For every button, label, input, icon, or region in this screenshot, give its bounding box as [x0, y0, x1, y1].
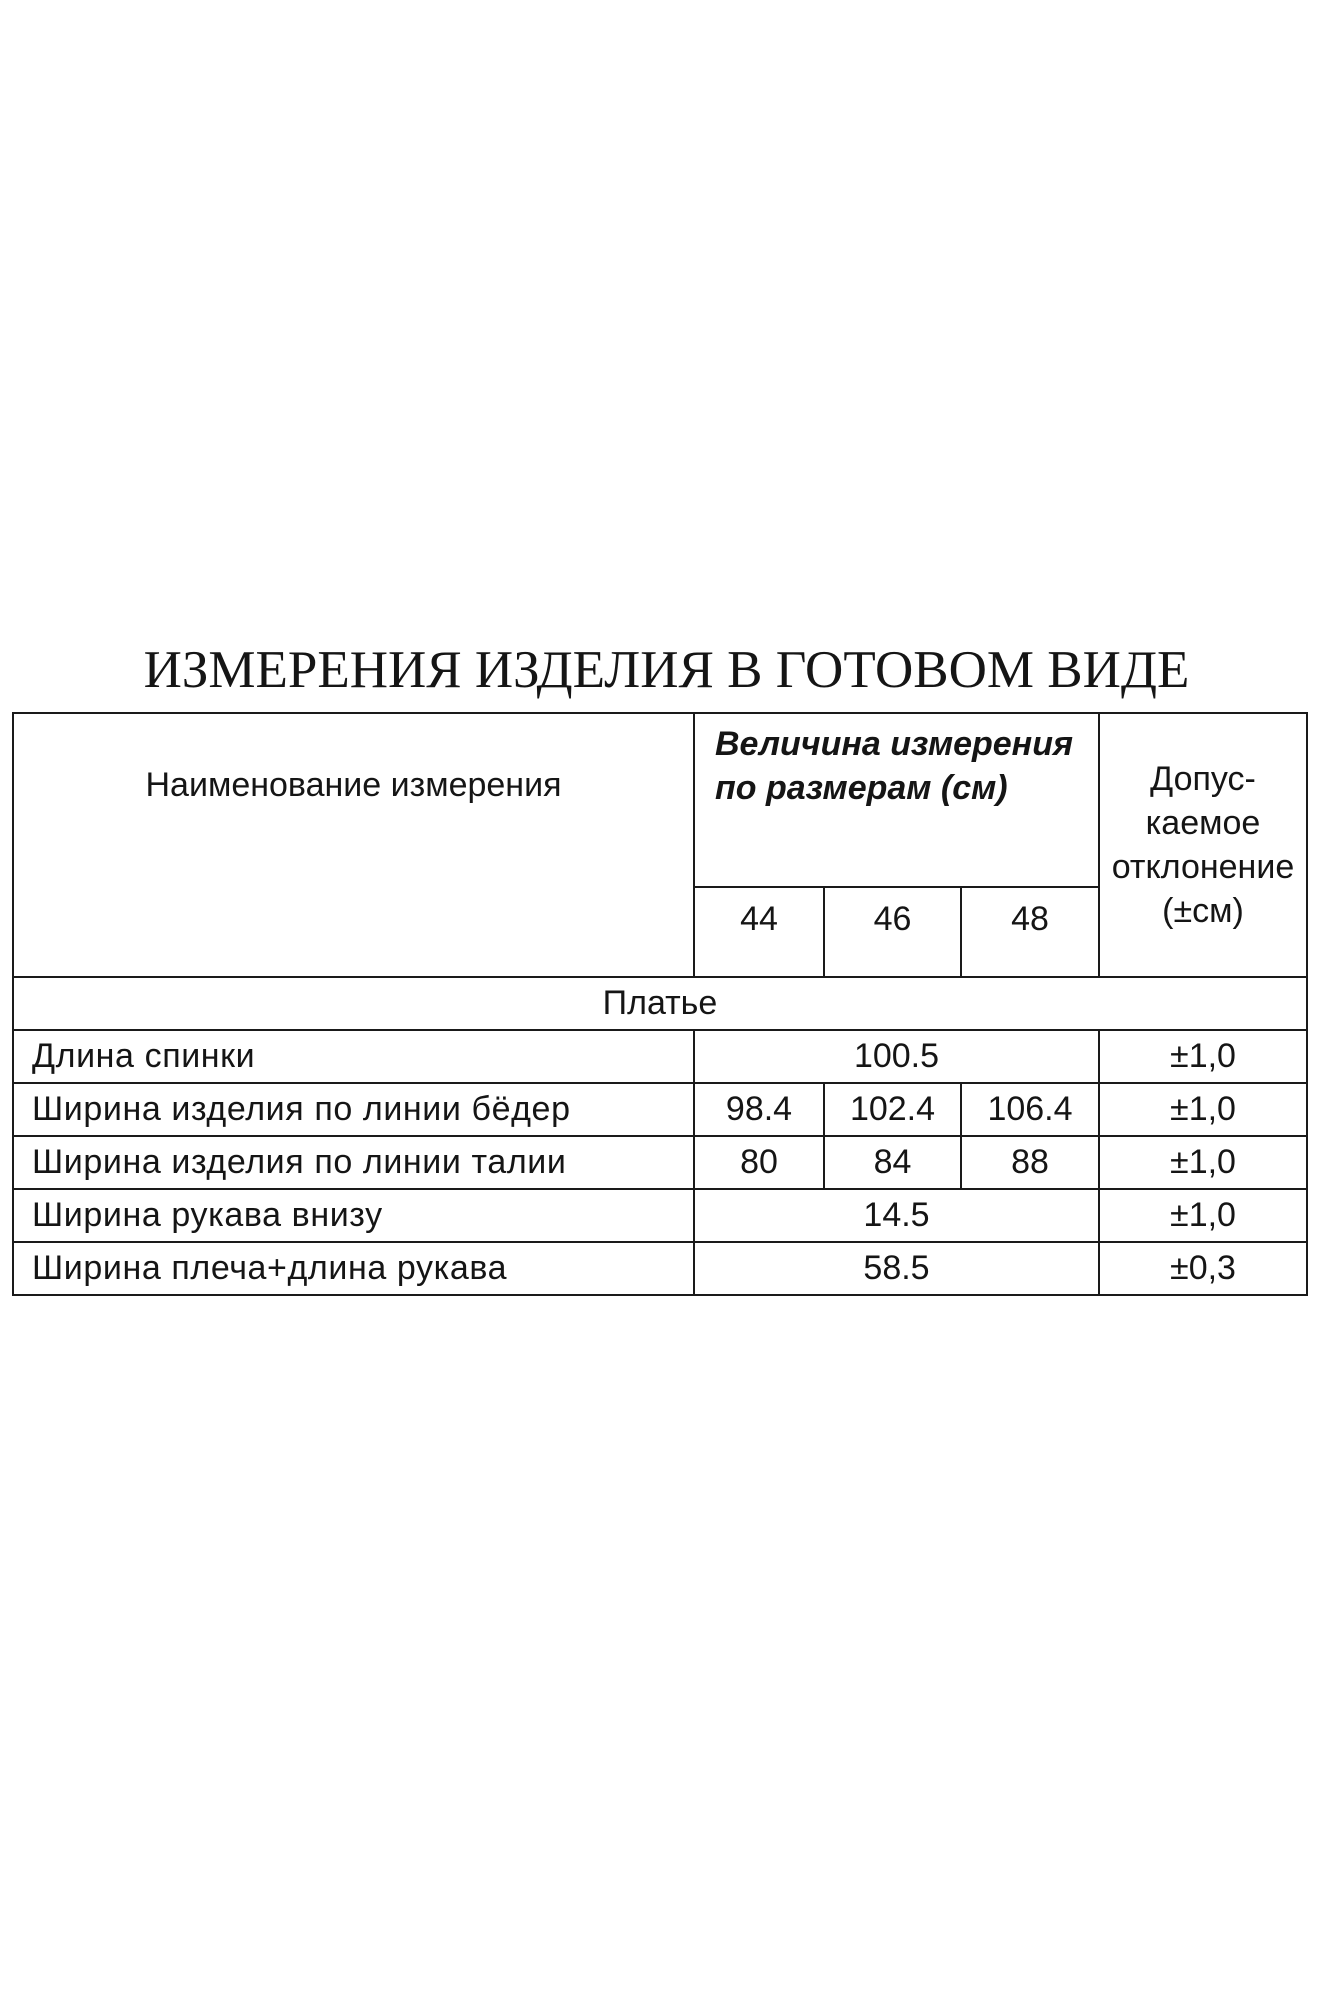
measurement-tolerance: ±1,0	[1099, 1136, 1307, 1189]
measurement-name: Ширина плеча+длина рукава	[13, 1242, 694, 1295]
size-group-label-line2: по размерам (см)	[715, 769, 1008, 807]
measurement-value: 14.5	[694, 1189, 1099, 1242]
measurement-value: 106.4	[961, 1083, 1099, 1136]
header-tolerance-cell	[1099, 713, 1307, 977]
measurement-tolerance: ±0,3	[1099, 1242, 1307, 1295]
section-label: Платье	[13, 977, 1307, 1030]
header-size-group-cell	[694, 713, 1099, 887]
size-header-cell: 44	[694, 887, 824, 977]
document-title: ИЗМЕРЕНИЯ ИЗДЕЛИЯ В ГОТОВОМ ВИДЕ	[143, 641, 1190, 699]
table-row	[13, 1136, 1307, 1189]
measurement-value: 58.5	[694, 1242, 1099, 1295]
measurement-name: Ширина изделия по линии талии	[13, 1136, 694, 1189]
measurement-value: 80	[694, 1136, 824, 1189]
measurement-value: 84	[824, 1136, 961, 1189]
measurements-table	[12, 712, 1308, 1296]
measurement-value: 98.4	[694, 1083, 824, 1136]
measurement-tolerance: ±1,0	[1099, 1030, 1307, 1083]
tolerance-label-line2: каемое	[1145, 804, 1261, 842]
measurement-value: 102.4	[824, 1083, 961, 1136]
tolerance-label-line3: отклонение	[1111, 848, 1295, 886]
table-row	[13, 1189, 1307, 1242]
section-row	[13, 977, 1307, 1030]
table-header-row	[13, 713, 1307, 887]
measurement-value: 100.5	[694, 1030, 1099, 1083]
table-row	[13, 1030, 1307, 1083]
tolerance-label-line1: Допус-	[1150, 760, 1256, 798]
measurement-name: Ширина изделия по линии бёдер	[13, 1083, 694, 1136]
measurement-tolerance: ±1,0	[1099, 1189, 1307, 1242]
measurement-tolerance: ±1,0	[1099, 1083, 1307, 1136]
tolerance-label-line4: (±см)	[1162, 892, 1244, 930]
measurement-name: Ширина рукава внизу	[13, 1189, 694, 1242]
table-row	[13, 1083, 1307, 1136]
size-header-cell: 46	[824, 887, 961, 977]
table-row	[13, 1242, 1307, 1295]
size-group-label-line1: Величина измерения	[715, 725, 1074, 763]
header-name-cell: Наименование измерения	[13, 713, 694, 977]
measurement-value: 88	[961, 1136, 1099, 1189]
measurement-name: Длина спинки	[13, 1030, 694, 1083]
size-header-cell: 48	[961, 887, 1099, 977]
